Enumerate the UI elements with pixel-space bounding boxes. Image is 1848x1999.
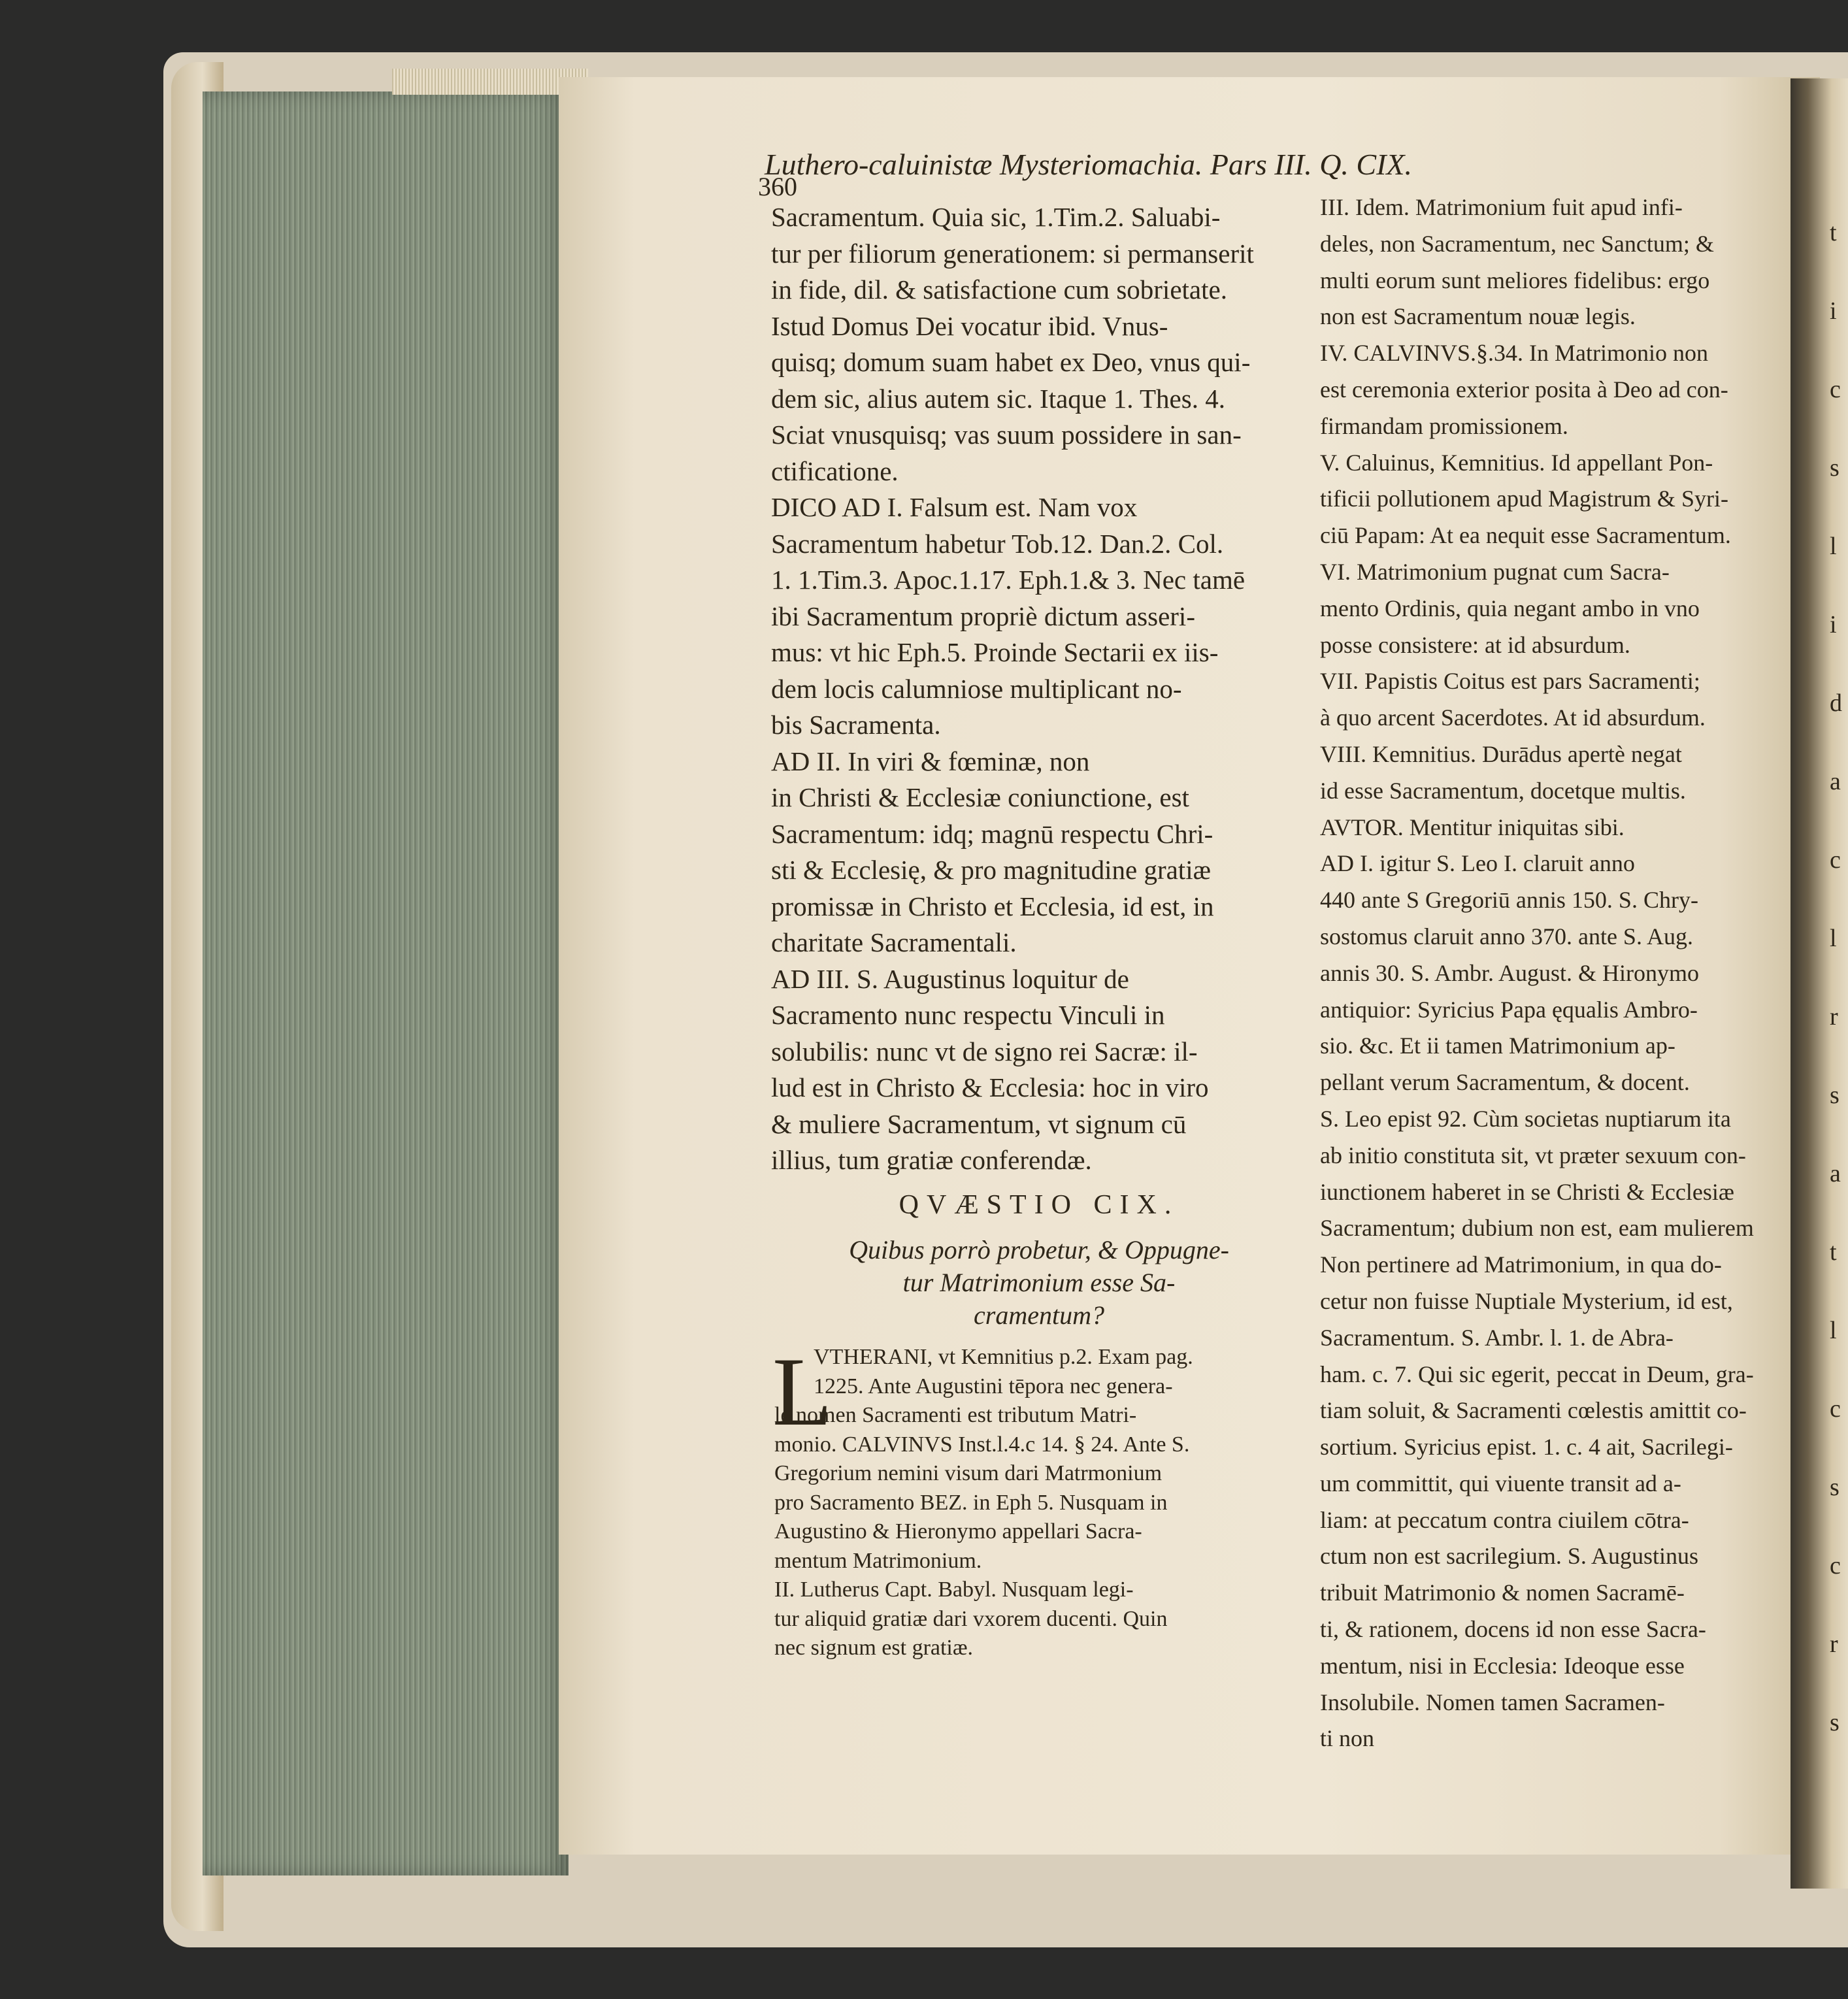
text-line: annis 30. S. Ambr. August. & Hironymo xyxy=(1320,959,1700,986)
text-line: ciū Papam: At ea nequit esse Sacramentum. xyxy=(1320,522,1731,549)
text-line: promissæ in Christo et Ecclesia, id est, in xyxy=(771,891,1214,921)
text-line: mus: vt hic Eph.5. Proinde Sectarii ex iis- xyxy=(771,637,1219,667)
text-line: in Christi & Ecclesiæ coniunctione, est xyxy=(771,782,1189,812)
text-line: 1. 1.Tim.3. Apoc.1.17. Eph.1.& 3. Nec tamē xyxy=(771,565,1246,595)
facing-page-letter: r xyxy=(1830,1630,1838,1658)
text-line: sio. &c. Et ii tamen Matrimonium ap- xyxy=(1320,1033,1675,1059)
text-line: Augustino & Hieronymo appellari Sacra- xyxy=(774,1519,1142,1544)
text-line: firmandam promissionem. xyxy=(1320,412,1568,439)
text-line: III. Idem. Matrimonium fuit apud infi- xyxy=(1320,194,1683,220)
text-line: Gregorium nemini visum dari Matrmonium xyxy=(774,1461,1163,1485)
text-line: tiam soluit, & Sacramenti cœlestis amittit co- xyxy=(1320,1397,1747,1424)
text-line: tur per filiorum generationem: si permanserit xyxy=(771,238,1254,269)
text-line: in fide, dil. & satisfactione cum sobrietate. xyxy=(771,274,1227,305)
text-line: Istud Domus Dei vocatur ibid. Vnus- xyxy=(771,310,1168,341)
text-line: AD II. In viri & fœminæ, non xyxy=(771,746,1090,776)
text-line: ti, & rationem, docens id non esse Sacra- xyxy=(1320,1616,1706,1643)
text-line: ctificatione. xyxy=(771,455,899,486)
text-line: mentum, nisi in Ecclesia: Ideoque esse xyxy=(1320,1652,1685,1679)
text-line: IV. CALVINVS.§.34. In Matrimonio non xyxy=(1320,340,1709,367)
text-line: um committit, qui viuente transit ad a- xyxy=(1320,1470,1681,1496)
right-column-text xyxy=(1320,190,1777,1757)
text-line: nec signum est gratiæ. xyxy=(774,1636,974,1660)
facing-page-letter: i xyxy=(1830,611,1837,638)
text-line: tribuit Matrimonio & nomen Sacramē- xyxy=(1320,1579,1685,1606)
facing-page-letter: r xyxy=(1830,1003,1838,1031)
text-line: bis Sacramenta. xyxy=(771,710,941,740)
facing-page-letter: t xyxy=(1830,1238,1837,1266)
text-line: Insolubile. Nomen tamen Sacramen- xyxy=(1320,1689,1665,1715)
facing-page-letter: s xyxy=(1830,1082,1840,1109)
text-line: mento Ordinis, quia negant ambo in vno xyxy=(1320,595,1700,621)
text-line: V. Caluinus, Kemnitius. Id appellant Pon- xyxy=(1320,449,1713,476)
facing-page-letter: a xyxy=(1830,768,1841,795)
text-line: sostomus claruit anno 370. ante S. Aug. xyxy=(1320,923,1693,950)
text-line: ctum non est sacrilegium. S. Augustinus xyxy=(1320,1543,1698,1570)
text-line: liam: at peccatum contra ciuilem cōtra- xyxy=(1320,1506,1689,1533)
text-line: dem locis calumniose multiplicant no- xyxy=(771,673,1182,704)
page-block-edge xyxy=(203,91,569,1875)
facing-page-letter: l xyxy=(1830,925,1837,952)
text-line: charitate Sacramentali. xyxy=(771,927,1017,957)
text-line: AD III. S. Augustinus loquitur de xyxy=(771,963,1129,994)
text-line: ibi Sacramentum propriè dictum asseri- xyxy=(771,601,1195,631)
text-line: multi eorum sunt meliores fidelibus: ergo xyxy=(1320,267,1710,293)
text-line: pro Sacramento BEZ. in Eph 5. Nusquam in xyxy=(774,1490,1168,1515)
text-line: le nomen Sacramenti est tributum Matri- xyxy=(774,1403,1137,1427)
text-line: antiquior: Syricius Papa ęqualis Ambro- xyxy=(1320,996,1698,1023)
text-line: posse consistere: at id absurdum. xyxy=(1320,631,1630,658)
text-line: quisq; domum suam habet ex Deo, vnus qui- xyxy=(771,347,1251,377)
facing-page-letter: s xyxy=(1830,454,1840,482)
text-line: sti & Ecclesię, & pro magnitudine gratiæ xyxy=(771,855,1211,885)
text-line: iunctionem haberet in se Christi & Ecclesiæ xyxy=(1320,1178,1734,1205)
text-line: VI. Matrimonium pugnat cum Sacra- xyxy=(1320,558,1670,585)
text-line: solubilis: nunc vt de signo rei Sacræ: il- xyxy=(771,1036,1198,1066)
facing-page-letter: i xyxy=(1830,297,1837,325)
text-line: 440 ante S Gregoriū annis 150. S. Chry- xyxy=(1320,887,1698,914)
text-line: monio. CALVINVS Inst.l.4.c 14. § 24. Ante S. xyxy=(774,1432,1190,1457)
facing-page-letter: l xyxy=(1830,533,1837,560)
text-line: AVTOR. Mentitur iniquitas sibi. xyxy=(1320,814,1625,840)
text-line: Non pertinere ad Matrimonium, in qua do- xyxy=(1320,1251,1722,1278)
text-line: & muliere Sacramentum, vt signum cū xyxy=(771,1108,1187,1139)
text-line: 1225. Ante Augustini tēpora nec genera- xyxy=(814,1374,1173,1398)
left-column-text xyxy=(771,199,1307,1179)
text-line: est ceremonia exterior posita à Deo ad con- xyxy=(1320,376,1728,403)
page-number: 360 xyxy=(758,172,797,201)
facing-page-edge-text xyxy=(1830,216,1848,1784)
facing-page-letter: t xyxy=(1830,219,1837,246)
text-line: Sacramentum; dubium non est, eam mulierem xyxy=(1320,1215,1754,1242)
text-line: DICO AD I. Falsum est. Nam vox xyxy=(771,492,1138,522)
text-line: Sacramentum habetur Tob.12. Dan.2. Col. xyxy=(771,528,1224,559)
text-line: Sacramentum: idq; magnū respectu Chri- xyxy=(771,818,1213,849)
text-line: tur aliquid gratiæ dari vxorem ducenti. Quin xyxy=(774,1606,1168,1631)
text-line: dem sic, alius autem sic. Itaque 1. Thes. 4. xyxy=(771,383,1225,414)
text-line: tur Matrimonium esse Sa- xyxy=(902,1268,1176,1297)
question-title: QVÆSTIO CIX. xyxy=(899,1190,1180,1220)
facing-page-letter: s xyxy=(1830,1474,1840,1501)
text-line: AD I. igitur S. Leo I. claruit anno xyxy=(1320,850,1635,877)
text-line: deles, non Sacramentum, nec Sanctum; & xyxy=(1320,230,1714,257)
facing-page-letter: c xyxy=(1830,376,1841,403)
text-line: ab initio constituta sit, vt præter sexuum con- xyxy=(1320,1142,1746,1168)
text-line: VII. Papistis Coitus est pars Sacramenti; xyxy=(1320,668,1700,695)
text-line: Sacramentum. S. Ambr. l. 1. de Abra- xyxy=(1320,1324,1674,1351)
text-line: Sciat vnusquisq; vas suum possidere in san- xyxy=(771,420,1242,450)
text-line: illius, tum gratiæ conferendæ. xyxy=(771,1145,1092,1175)
text-line: cramentum? xyxy=(974,1300,1104,1330)
text-line: S. Leo epist 92. Cùm societas nuptiarum ita xyxy=(1320,1105,1731,1132)
text-line: Sacramento nunc respectu Vinculi in xyxy=(771,1000,1165,1030)
text-line: sortium. Syricius epist. 1. c. 4 ait, Sacrilegi- xyxy=(1320,1434,1733,1461)
text-line: VTHERANI, vt Kemnitius p.2. Exam pag. xyxy=(814,1345,1193,1369)
text-line: à quo arcent Sacerdotes. At id absurdum. xyxy=(1320,704,1706,731)
text-line: Quibus porrò probetur, & Oppugne- xyxy=(849,1235,1229,1264)
text-line: VIII. Kemnitius. Durādus apertè negat xyxy=(1320,740,1682,767)
left-column-text-2 xyxy=(772,1338,1317,1663)
facing-page-letter: c xyxy=(1830,1552,1841,1579)
text-line: lud est in Christo & Ecclesia: hoc in viro xyxy=(771,1072,1209,1102)
facing-page-letter: l xyxy=(1830,1317,1837,1344)
text-line: non est Sacramentum nouæ legis. xyxy=(1320,303,1636,330)
facing-page-letter: c xyxy=(1830,1395,1841,1423)
facing-page-letter: s xyxy=(1830,1709,1840,1736)
facing-page-letter: a xyxy=(1830,1160,1841,1187)
text-line: cetur non fuisse Nuptiale Mysterium, id est, xyxy=(1320,1287,1733,1314)
facing-page-letter: c xyxy=(1830,846,1841,874)
text-line: tificii pollutionem apud Magistrum & Syri- xyxy=(1320,486,1728,512)
running-title: Luthero-caluinistæ Mysteriomachia. Pars III. Q. CIX. xyxy=(765,148,1413,181)
text-line: ti non xyxy=(1320,1725,1375,1752)
text-line: ham. c. 7. Qui sic egerit, peccat in Deum, gra- xyxy=(1320,1361,1754,1387)
facing-page-letter: d xyxy=(1830,689,1842,717)
text-line: II. Lutherus Capt. Babyl. Nusquam legi- xyxy=(774,1578,1134,1602)
text-line: id esse Sacramentum, docetque multis. xyxy=(1320,777,1686,804)
text-line: mentum Matrimonium. xyxy=(774,1548,982,1573)
question-subtitle xyxy=(771,1234,1307,1332)
text-line: pellant verum Sacramentum, & docent. xyxy=(1320,1069,1690,1096)
drop-cap: L xyxy=(772,1338,833,1446)
text-line: Sacramentum. Quia sic, 1.Tim.2. Saluabi- xyxy=(771,202,1221,232)
